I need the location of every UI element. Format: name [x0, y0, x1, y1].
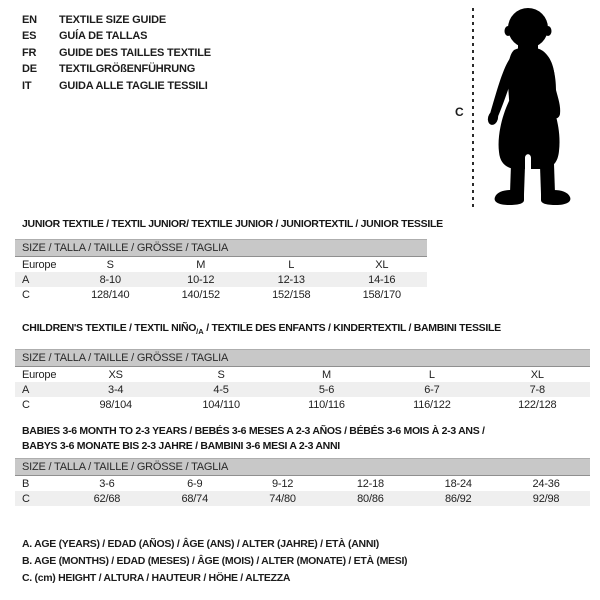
- section-title-junior: JUNIOR TEXTILE / TEXTIL JUNIOR/ TEXTILE JUNIOR / JUNIORTEXTIL / JUNIOR TESSILE: [22, 218, 443, 230]
- table-cell: 10-12: [156, 272, 247, 287]
- table-cell: 5-6: [274, 382, 379, 397]
- table-cell: L: [288, 258, 295, 271]
- table-row: [15, 491, 590, 506]
- language-code: ES: [22, 30, 37, 43]
- table-row: [15, 476, 590, 492]
- table-cell: 110/116: [308, 398, 345, 411]
- table-cell: 68/74: [151, 491, 239, 506]
- language-title: TEXTILE SIZE GUIDE: [59, 14, 167, 26]
- language-row: [22, 78, 211, 94]
- footnote-line: B. AGE (MONTHS) / EDAD (MESES) / ÂGE (MOIS) / ALTER (MONATE) / ETÀ (MESI): [22, 554, 408, 567]
- language-row: [22, 61, 211, 77]
- size-header-row: [15, 459, 590, 476]
- size-header-row: [15, 240, 427, 257]
- language-title: TEXTILGRÖßENFÜHRUNG: [59, 63, 196, 76]
- row-label-cell: Europe: [22, 258, 57, 271]
- footnotes: [22, 536, 407, 586]
- table-cell: L: [428, 368, 435, 381]
- height-measure-label: C: [455, 105, 464, 119]
- children-size-table: [15, 349, 590, 412]
- junior-size-table: [15, 239, 427, 302]
- table-cell: 152/158: [272, 288, 311, 301]
- table-cell: 18-24: [444, 477, 472, 490]
- table-cell: 140/152: [181, 288, 220, 301]
- table-cell: 7-8: [485, 382, 590, 397]
- table-cell: 98/104: [99, 398, 132, 411]
- table-cell: 122/128: [518, 398, 557, 411]
- row-label-cell: C: [22, 288, 30, 301]
- table-cell: M: [196, 258, 206, 271]
- height-measure-dotted-line: [472, 8, 474, 210]
- section-title-children-subscript: /A: [196, 327, 204, 337]
- language-code: EN: [22, 14, 37, 26]
- row-label-cell: C: [22, 398, 30, 411]
- table-cell: 8-10: [65, 272, 156, 287]
- table-row: [15, 257, 427, 273]
- table-cell: 14-16: [337, 272, 428, 287]
- size-header-row: [15, 350, 590, 367]
- table-cell: 9-12: [271, 477, 294, 490]
- row-label-cell: Europe: [22, 368, 57, 381]
- language-title: GUÍA DE TALLAS: [59, 30, 148, 43]
- table-cell: 128/140: [91, 288, 130, 301]
- table-row: [15, 382, 590, 397]
- baby-silhouette-icon: [484, 6, 578, 208]
- language-title: GUIDE DES TAILLES TEXTILE: [59, 46, 211, 59]
- language-row: [22, 12, 211, 28]
- table-cell: 12-18: [356, 477, 384, 490]
- table-cell: XS: [108, 368, 123, 381]
- table-cell: S: [106, 258, 114, 271]
- table-cell: 24-36: [532, 477, 560, 490]
- section-title-babies-line2: BABYS 3-6 MONATE BIS 2-3 JAHRE / BAMBINI 3-6 MESI A 2-3 ANNI: [22, 440, 340, 452]
- footnote-line: A. AGE (YEARS) / EDAD (AÑOS) / ÂGE (ANS) / ALTER (JAHRE) / ETÀ (ANNI): [22, 538, 379, 550]
- language-code: IT: [22, 79, 32, 92]
- table-row: [15, 272, 427, 287]
- language-title-list: [22, 12, 211, 94]
- language-row: [22, 28, 211, 44]
- row-label-cell: C: [15, 491, 63, 506]
- table-cell: 80/86: [326, 491, 414, 506]
- language-row: [22, 45, 211, 61]
- table-row: [15, 397, 590, 412]
- row-label-cell: A: [15, 272, 65, 287]
- table-cell: 3-6: [99, 477, 115, 490]
- language-title: GUIDA ALLE TAGLIE TESSILI: [59, 79, 208, 92]
- table-cell: 6-9: [187, 477, 203, 490]
- table-cell: S: [217, 368, 225, 381]
- table-cell: XL: [530, 368, 544, 381]
- table-cell: M: [321, 368, 331, 381]
- table-cell: 86/92: [414, 491, 502, 506]
- babies-size-table: [15, 458, 590, 506]
- language-code: DE: [22, 63, 37, 76]
- table-cell: 158/170: [362, 288, 401, 301]
- table-cell: XL: [375, 258, 389, 271]
- section-title-babies-line1: BABIES 3-6 MONTH TO 2-3 YEARS / BEBÉS 3-6 MESES A 2-3 AÑOS / BÉBÉS 3-6 MOIS À 2-3 ANS /: [22, 425, 485, 437]
- table-cell: 74/80: [239, 491, 327, 506]
- table-cell: 104/110: [202, 398, 240, 411]
- section-title-children-prefix: CHILDREN'S TEXTILE / TEXTIL NIÑO: [22, 322, 197, 334]
- section-title-children: [22, 322, 501, 336]
- table-row: [15, 367, 590, 383]
- table-cell: 92/98: [502, 491, 590, 506]
- table-cell: 12-13: [246, 272, 337, 287]
- table-cell: 116/122: [413, 398, 451, 411]
- row-label-cell: A: [15, 382, 63, 397]
- language-code: FR: [22, 46, 37, 59]
- table-row: [15, 287, 427, 302]
- size-header-cell: SIZE / TALLA / TAILLE / GRÖSSE / TAGLIA: [15, 459, 590, 476]
- size-header-cell: SIZE / TALLA / TAILLE / GRÖSSE / TAGLIA: [15, 350, 590, 367]
- table-cell: 4-5: [168, 382, 273, 397]
- size-header-cell: SIZE / TALLA / TAILLE / GRÖSSE / TAGLIA: [15, 240, 427, 257]
- table-cell: 62/68: [63, 491, 151, 506]
- table-cell: 3-4: [63, 382, 168, 397]
- section-title-children-suffix: / TEXTILE DES ENFANTS / KINDERTEXTIL / BAMBINI TESSILE: [203, 322, 501, 334]
- row-label-cell: B: [22, 477, 30, 490]
- table-cell: 6-7: [379, 382, 484, 397]
- footnote-line: C. (cm) HEIGHT / ALTURA / HAUTEUR / HÖHE / ALTEZZA: [22, 571, 291, 584]
